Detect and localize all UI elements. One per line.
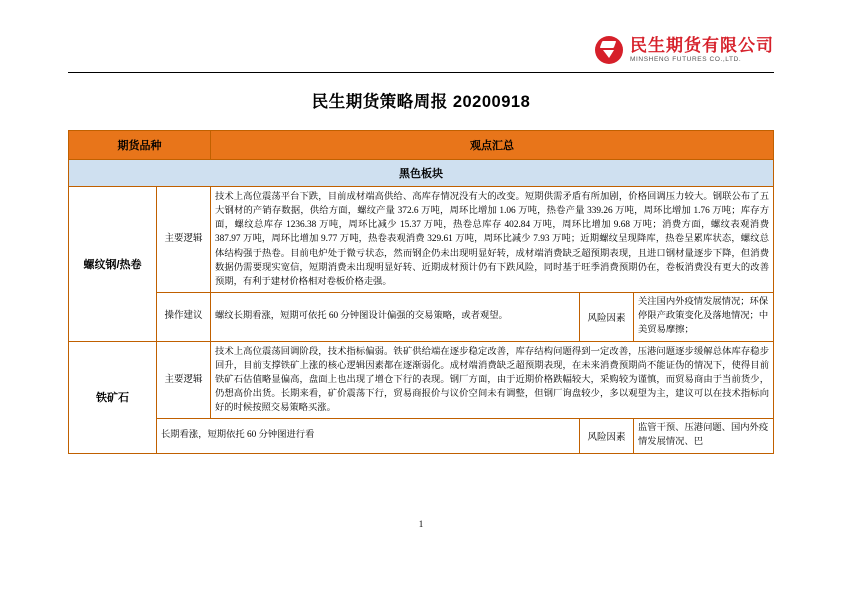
operation-advice-text: 螺纹长期看涨，短期可依托 60 分钟图设计偏强的交易策略，或者观望。 bbox=[211, 292, 580, 341]
company-name-cn: 民生期货有限公司 bbox=[630, 35, 774, 55]
company-name-block bbox=[630, 37, 774, 64]
table-row bbox=[69, 187, 774, 293]
company-name-en: MINSHENG FUTURES CO.,LTD. bbox=[630, 55, 742, 63]
page-number: 1 bbox=[418, 519, 424, 529]
row-label-operation-advice: 操作建议 bbox=[157, 292, 211, 341]
strategy-table bbox=[68, 130, 774, 454]
risk-factor-text: 关注国内外疫情发展情况；环保停限产政策变化及落地情况；中美贸易摩擦； bbox=[633, 292, 773, 341]
header-divider bbox=[68, 72, 774, 73]
section-label: 黑色板块 bbox=[69, 160, 774, 187]
product-name: 铁矿石 bbox=[69, 341, 157, 454]
section-row-black-sector bbox=[69, 160, 774, 187]
main-logic-text: 技术上高位震荡平台下跌，目前成材端高供给、高库存情况没有大的改变。短期供需矛盾有所加剧，价格回调压力较大。钢联公布了五大钢材的产销存数据，供给方面，螺纹产量 372.6 万吨，周环比增加 1.06 万吨，热卷产量 339.26 万吨，周环比增加 1.76 万吨；库存方面，螺纹总库存 1236.38 万吨，周环比减少 15.37 万吨，热卷总库存 402.84 万吨，周环比增加 9.68 万吨；消费方面，螺纹表观消费 387.97 万吨，周环比增加 9.77 万吨，热卷表观消费 329.61 万吨，周环比减少 7.93 万吨；近期螺纹呈现降库，热卷呈累库状态，螺纹总体结构强于热卷。目前电炉处于微亏状态，然而钢企仍未出现明显好转，成材端消费缺乏超预期表现，且进口钢材量逐步下降，但消费数据仍需要现实宽信，短期消费未出现明显好转、近期成材预计仍有下跌风险，同时基于旺季消费预期仍在，卷板消费没有更大的改善预期，有利于建材价格相对卷板价格走强。 bbox=[211, 187, 774, 293]
table-header-row bbox=[69, 131, 774, 160]
row-label-main-logic: 主要逻辑 bbox=[157, 187, 211, 293]
table-row bbox=[69, 419, 774, 454]
row-label-risk-factor: 风险因素 bbox=[579, 419, 633, 454]
table-header-product: 期货品种 bbox=[69, 131, 211, 160]
page-title: 民生期货策略周报 20200918 bbox=[311, 93, 531, 111]
row-label-main-logic: 主要逻辑 bbox=[157, 341, 211, 419]
risk-factor-text: 监管干预、压港问题、国内外疫情发展情况、巴 bbox=[633, 419, 773, 454]
table-row bbox=[69, 341, 774, 419]
row-label-risk-factor: 风险因素 bbox=[579, 292, 633, 341]
table-row bbox=[69, 292, 774, 341]
minsheng-logo-icon bbox=[595, 36, 623, 64]
page-header bbox=[68, 0, 774, 63]
table-header-view: 观点汇总 bbox=[211, 131, 774, 160]
company-logo bbox=[595, 36, 774, 64]
main-logic-text: 技术上高位震荡回调阶段，技术指标偏弱。铁矿供给端在逐步稳定改善，库存结构问题得到一定改善，压港问题逐步缓解总体库存稳步回升，目前支撑铁矿上涨的核心逻辑因素都在逐渐弱化。成材端消费缺乏超预期表现，在未来消费预期尚不能证伪的情况下，使得目前铁矿石估值略显偏高，盘面上也出现了增仓下行的表现。钢厂方面，由于近期价格跌幅较大，采购较为谨慎，而贸易商由于当前货少，仍想高价出货。长期来看，矿价震荡下行，贸易商报价与议价空间未有调整，但钢厂询盘较少，多以观望为主，建议可以在技术指标向好的时候按照交易策略买涨。 bbox=[211, 341, 774, 419]
operation-advice-text: 长期看涨，短期依托 60 分钟图进行看 bbox=[157, 419, 580, 454]
product-name: 螺纹钢/热卷 bbox=[69, 187, 157, 342]
